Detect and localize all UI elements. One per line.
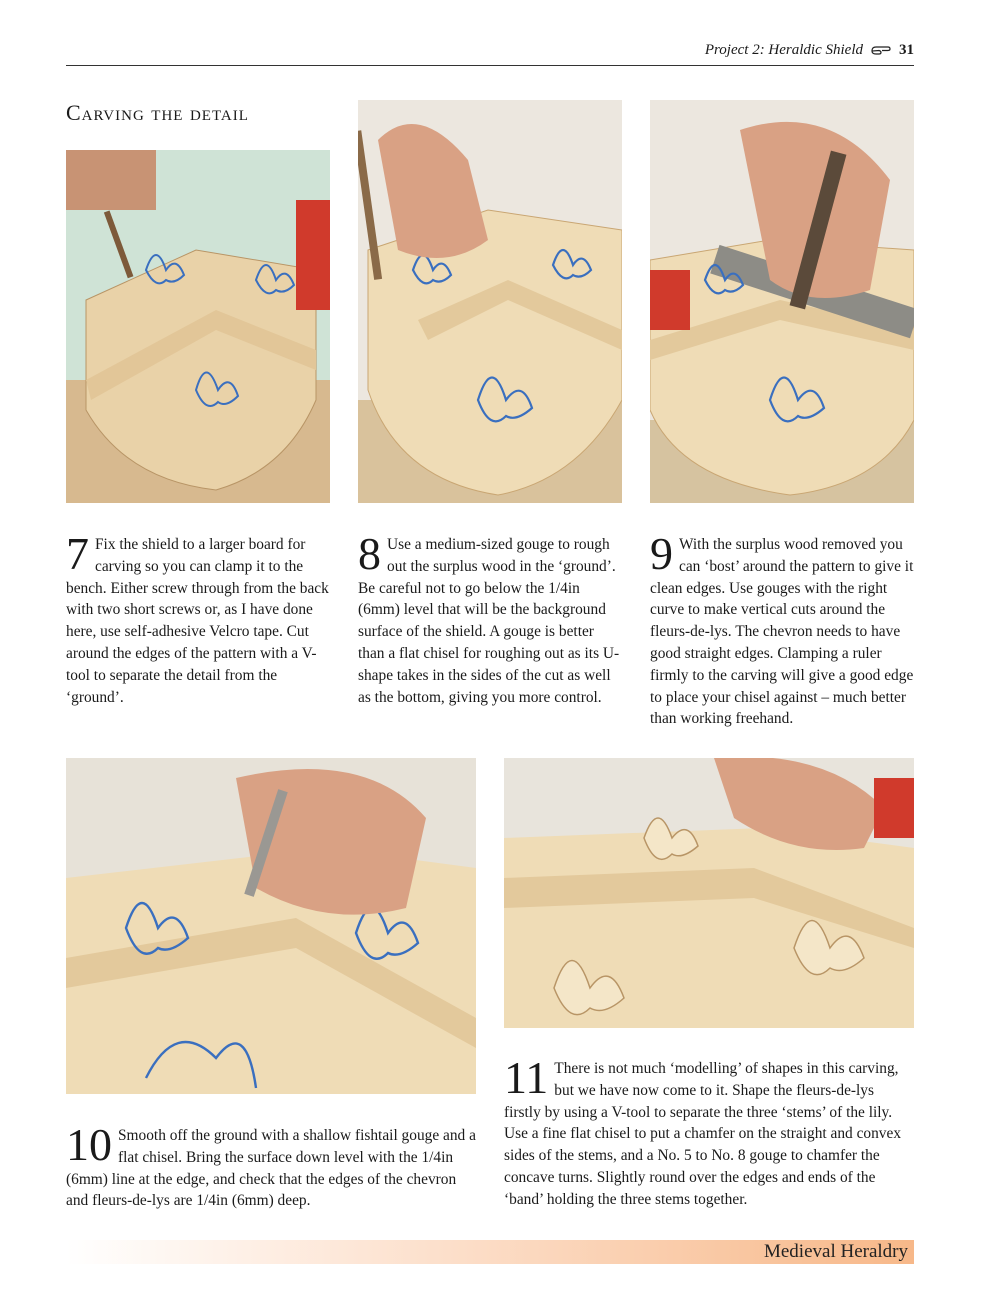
- pointing-hand-icon: [871, 45, 891, 57]
- photo-step-7: [66, 150, 330, 503]
- header-text: [705, 42, 914, 59]
- step-text: With the surplus wood removed you can ‘bost’ around the pattern to give it clean edges. Use gouges with the right curve to make vertical cuts around the fleurs-de-lys. The chevron needs to have good straight edges. Clamping a ruler firmly to the carving will give a good edge to place your chisel against – much better than working freehand.: [650, 536, 914, 728]
- photo-step-11: [504, 758, 914, 1028]
- page-number: 31: [899, 42, 914, 58]
- step-number: 10: [66, 1119, 112, 1170]
- photo-step-10: [66, 758, 476, 1094]
- step-text: There is not much ‘modelling’ of shapes in this carving, but we have now come to it. Shape the fleurs-de-lys firstly by using a V-tool to separate the three ‘stems’ of the lily. Use a fine flat chisel to put a chamfer on the straight and convex sides of the stems, and a No. 5 to No. 8 gouge to chamfer the concave turns. Slightly round over the edges and ends of the ‘band’ holding the three stems together.: [504, 1060, 902, 1208]
- photo-step-8: [358, 100, 622, 503]
- step-10: [66, 1119, 476, 1212]
- step-9: [650, 528, 914, 730]
- step-text: Fix the shield to a larger board for carving so you can clamp it to the bench. Either screw through from the back with two short screws or, as I have done here, use self-adhesive Velcro tape. Cut around the edges of the pattern with a V-tool to separate the detail from the ‘ground’.: [66, 536, 329, 706]
- book-title: Medieval Heraldry: [763, 1241, 908, 1262]
- section-title: Carving the detail: [66, 100, 249, 125]
- step-8: [358, 528, 622, 708]
- step-text: Smooth off the ground with a shallow fishtail gouge and a flat chisel. Bring the surface down level with the 1/4in (6mm) line at the edge, and check that the edges of the chevron and fleurs-de-lys are 1/4in (6mm) deep.: [66, 1127, 476, 1210]
- step-7: [66, 528, 330, 708]
- running-header: [66, 42, 914, 66]
- photo-step-9: [650, 100, 914, 503]
- step-11: [504, 1052, 914, 1211]
- step-number: 11: [504, 1052, 549, 1103]
- step-text: Use a medium-sized gouge to rough out the surplus wood in the ‘ground’. Be careful not to go below the 1/4in (6mm) level that will be the background surface of the shield. A gouge is better than a flat chisel for roughing out as its U-shape takes in the sides of the cut as well as the bottom, giving you more control.: [358, 536, 620, 706]
- step-number: 9: [650, 528, 673, 579]
- step-number: 8: [358, 528, 381, 579]
- step-number: 7: [66, 528, 89, 579]
- running-title: Project 2: Heraldic Shield: [704, 42, 863, 58]
- footer-band: [66, 1240, 914, 1264]
